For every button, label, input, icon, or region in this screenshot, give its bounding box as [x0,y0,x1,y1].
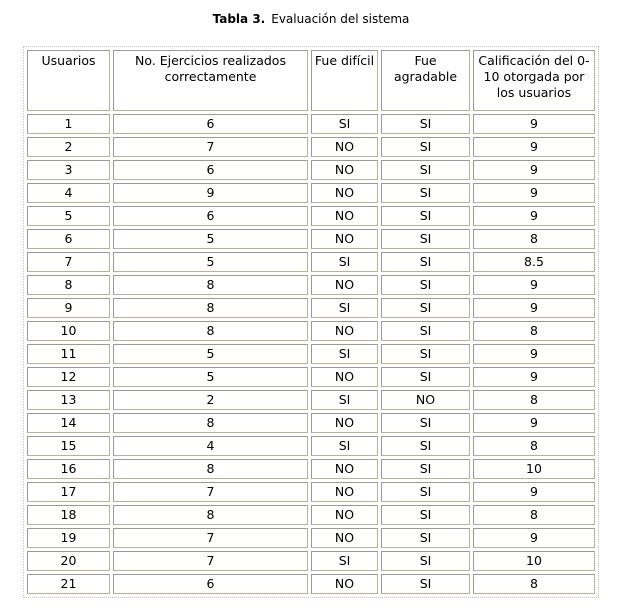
cell-agradable: SI [381,321,470,341]
table-row [27,551,595,571]
cell-calificacion: 8 [473,436,595,456]
cell-calificacion: 9 [473,183,595,203]
table-row [27,574,595,594]
cell-ejercicios: 6 [113,114,308,134]
cell-usuario: 6 [27,229,110,249]
cell-ejercicios: 8 [113,298,308,318]
cell-dificil: NO [311,321,378,341]
cell-calificacion: 9 [473,413,595,433]
cell-agradable: SI [381,367,470,387]
cell-agradable: SI [381,505,470,525]
cell-dificil: NO [311,528,378,548]
cell-agradable: SI [381,459,470,479]
table-row [27,528,595,548]
cell-ejercicios: 8 [113,275,308,295]
cell-dificil: SI [311,298,378,318]
header-calificacion: Calificación del 0-10 otorgada por los usuarios [473,50,595,111]
cell-agradable: NO [381,390,470,410]
cell-usuario: 9 [27,298,110,318]
cell-dificil: SI [311,436,378,456]
cell-calificacion: 9 [473,528,595,548]
table-row [27,252,595,272]
cell-dificil: NO [311,206,378,226]
cell-calificacion: 9 [473,114,595,134]
cell-usuario: 13 [27,390,110,410]
cell-usuario: 5 [27,206,110,226]
cell-ejercicios: 8 [113,505,308,525]
cell-ejercicios: 9 [113,183,308,203]
table-row [27,275,595,295]
cell-calificacion: 8 [473,574,595,594]
cell-ejercicios: 7 [113,528,308,548]
table-row [27,390,595,410]
table-row [27,459,595,479]
table-row [27,436,595,456]
cell-agradable: SI [381,206,470,226]
cell-usuario: 16 [27,459,110,479]
cell-ejercicios: 2 [113,390,308,410]
cell-ejercicios: 6 [113,160,308,180]
table-row [27,298,595,318]
cell-agradable: SI [381,160,470,180]
cell-usuario: 17 [27,482,110,502]
cell-dificil: SI [311,344,378,364]
cell-agradable: SI [381,275,470,295]
cell-calificacion: 8 [473,505,595,525]
cell-ejercicios: 5 [113,229,308,249]
cell-dificil: NO [311,137,378,157]
cell-usuario: 20 [27,551,110,571]
header-usuarios: Usuarios [27,50,110,111]
cell-calificacion: 8.5 [473,252,595,272]
cell-usuario: 8 [27,275,110,295]
cell-calificacion: 9 [473,206,595,226]
cell-calificacion: 9 [473,275,595,295]
cell-usuario: 15 [27,436,110,456]
cell-calificacion: 8 [473,390,595,410]
cell-ejercicios: 5 [113,344,308,364]
cell-dificil: NO [311,367,378,387]
table-row [27,413,595,433]
cell-calificacion: 9 [473,137,595,157]
cell-usuario: 7 [27,252,110,272]
table-row [27,505,595,525]
cell-calificacion: 10 [473,459,595,479]
table-row [27,482,595,502]
cell-ejercicios: 5 [113,367,308,387]
cell-agradable: SI [381,252,470,272]
cell-usuario: 4 [27,183,110,203]
table-row [27,114,595,134]
cell-dificil: NO [311,183,378,203]
cell-dificil: SI [311,252,378,272]
cell-ejercicios: 8 [113,321,308,341]
cell-usuario: 2 [27,137,110,157]
cell-agradable: SI [381,413,470,433]
caption-title: Evaluación del sistema [271,12,410,26]
cell-dificil: NO [311,574,378,594]
cell-agradable: SI [381,482,470,502]
table-row [27,344,595,364]
cell-agradable: SI [381,229,470,249]
table-row [27,160,595,180]
cell-usuario: 11 [27,344,110,364]
cell-dificil: SI [311,114,378,134]
cell-calificacion: 9 [473,344,595,364]
cell-usuario: 19 [27,528,110,548]
cell-usuario: 18 [27,505,110,525]
cell-ejercicios: 8 [113,413,308,433]
cell-ejercicios: 7 [113,551,308,571]
table-row [27,229,595,249]
cell-agradable: SI [381,298,470,318]
table-row [27,183,595,203]
cell-ejercicios: 6 [113,574,308,594]
cell-usuario: 12 [27,367,110,387]
cell-ejercicios: 7 [113,137,308,157]
cell-ejercicios: 7 [113,482,308,502]
table-row [27,367,595,387]
cell-dificil: NO [311,505,378,525]
cell-usuario: 21 [27,574,110,594]
table-row [27,206,595,226]
cell-agradable: SI [381,137,470,157]
cell-dificil: NO [311,160,378,180]
table-row [27,321,595,341]
cell-dificil: NO [311,459,378,479]
cell-ejercicios: 8 [113,459,308,479]
cell-dificil: NO [311,482,378,502]
cell-dificil: NO [311,229,378,249]
cell-agradable: SI [381,436,470,456]
cell-agradable: SI [381,183,470,203]
cell-calificacion: 8 [473,321,595,341]
cell-agradable: SI [381,114,470,134]
cell-agradable: SI [381,574,470,594]
cell-ejercicios: 4 [113,436,308,456]
cell-usuario: 10 [27,321,110,341]
cell-usuario: 1 [27,114,110,134]
cell-usuario: 3 [27,160,110,180]
cell-calificacion: 10 [473,551,595,571]
cell-dificil: SI [311,551,378,571]
cell-calificacion: 9 [473,160,595,180]
cell-calificacion: 8 [473,229,595,249]
table-row [27,137,595,157]
header-dificil: Fue difícil [311,50,378,111]
cell-ejercicios: 6 [113,206,308,226]
cell-dificil: NO [311,275,378,295]
cell-dificil: NO [311,413,378,433]
cell-calificacion: 9 [473,298,595,318]
cell-usuario: 14 [27,413,110,433]
cell-dificil: SI [311,390,378,410]
evaluation-table [23,46,599,598]
table-caption [0,12,622,26]
cell-agradable: SI [381,551,470,571]
cell-agradable: SI [381,344,470,364]
cell-ejercicios: 5 [113,252,308,272]
header-row [27,50,595,111]
cell-calificacion: 9 [473,482,595,502]
caption-label: Tabla 3. [212,12,266,26]
cell-calificacion: 9 [473,367,595,387]
header-ejercicios: No. Ejercicios realizados correctamente [113,50,308,111]
header-agradable: Fue agradable [381,50,470,111]
cell-agradable: SI [381,528,470,548]
